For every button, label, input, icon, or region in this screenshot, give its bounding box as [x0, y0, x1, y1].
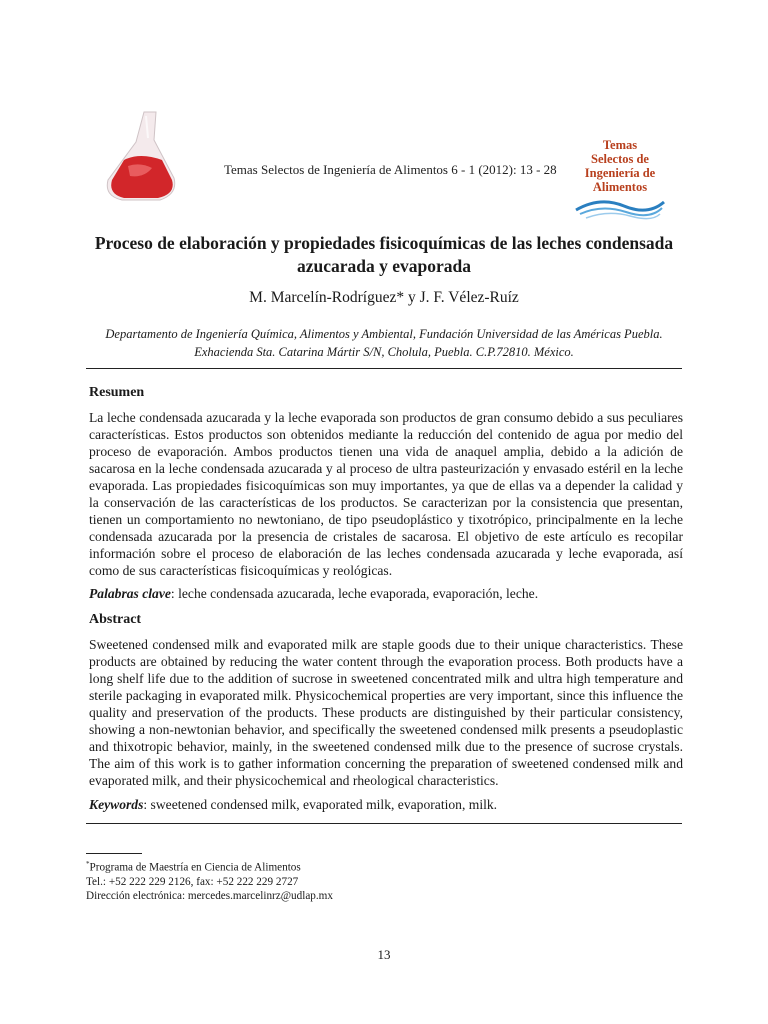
keywords-label: Keywords: [89, 797, 144, 812]
page-number: 13: [377, 947, 391, 962]
footnote-rule: [86, 853, 142, 854]
flask-image: [100, 108, 178, 204]
footnote-line-1: [86, 857, 333, 875]
logo-line-2: Selectos de: [591, 152, 649, 166]
resumen-body: La leche condensada azucarada y la leche evaporada son productos de gran consumo debido a sus peculiares características. Estos productos son obtenidos mediante la reducción del contenido de agua por medio del proceso de evaporación. Ambos productos tienen una vida de anaquel amplia, debido a la adición de sacarosa en la leche condensada azucarada y al proceso de ultra pasteurización y envasado estéril en la leche evaporada. Las propiedades fisicoquímicas son muy importantes, ya que de ellas va a depender la calidad y la conservación de las características de los productos. Se caracterizan por la consistencia que presentan, tienen un comportamiento no newtoniano, de tipo pseudoplástico y tixotrópico, principalmente en la leche condensada azucarada por la presencia de cristales de sacarosa. El objetivo de este artículo es recopilar información sobre el proceso de elaboración de las leches condensada azucarada y leche evaporada, así como de sus características fisicoquímicas y reológicas.: [89, 410, 683, 578]
divider-bottom: [86, 823, 682, 824]
palabras-clave: [89, 586, 683, 602]
footnote-program: Programa de Maestría en Ciencia de Alimentos: [89, 861, 301, 874]
palabras-clave-label: Palabras clave: [89, 586, 171, 601]
abstract-heading: Abstract: [89, 612, 142, 627]
resumen-heading: Resumen: [89, 385, 145, 400]
affiliation-line-2: Exhacienda Sta. Catarina Mártir S/N, Cholula, Puebla. C.P.72810. México.: [194, 345, 574, 359]
footnote: [86, 857, 333, 903]
abstract-body: Sweetened condensed milk and evaporated milk are staple goods due to their unique characteristics. These products are obtained by reducing the water content through the evaporation process. Both products have a long shelf life due to the addition of sucrose in sweetened concentrated milk and ultra high temperature and sterile packaging in evaporated milk. Physicochemical properties are very important, since this influence the quality and preservation of the products. These products are distinguished by their particular consistency, showing a non-newtonian behavior, and specifically the sweetened condensed milk presents a pseudoplastic and thixotropic behavior, mainly, in the sweetened condensed milk due to the presence of sucrose crystals. The aim of this work is to gather information concerning the preparation of sweetened condensed milk and evaporated milk, and their physicochemical and rheological characteristics.: [89, 637, 683, 788]
footnote-line-3: Dirección electrónica: mercedes.marcelinrz@udlap.mx: [86, 889, 333, 902]
divider-top: [86, 368, 682, 369]
keywords: [89, 797, 683, 813]
logo-line-3: Ingeniería de: [584, 166, 656, 180]
keywords-text: : sweetened condensed milk, evaporated milk, evaporation, milk.: [143, 797, 498, 812]
footnote-line-2: Tel.: +52 222 229 2126, fax: +52 222 229 2727: [86, 875, 299, 888]
journal-reference: Temas Selectos de Ingeniería de Alimentos 6 - 1 (2012): 13 - 28: [224, 162, 557, 177]
logo-line-4: Alimentos: [592, 180, 648, 194]
logo-line-1: Temas: [602, 138, 638, 152]
affiliation-line-1: Departamento de Ingeniería Química, Alimentos y Ambiental, Fundación Universidad de las Américas Puebla.: [105, 327, 663, 341]
journal-logo: [570, 138, 670, 220]
wave-icon: [572, 194, 668, 220]
article-authors: M. Marcelín-Rodríguez* y J. F. Vélez-Ruíz: [249, 289, 519, 306]
footnote-marker: *: [86, 860, 90, 868]
article-title: Proceso de elaboración y propiedades fisicoquímicas de las leches condensada azucarada y evaporada: [94, 233, 674, 276]
author-affiliation: [80, 325, 688, 361]
palabras-clave-text: : leche condensada azucarada, leche evaporada, evaporación, leche.: [170, 586, 539, 601]
